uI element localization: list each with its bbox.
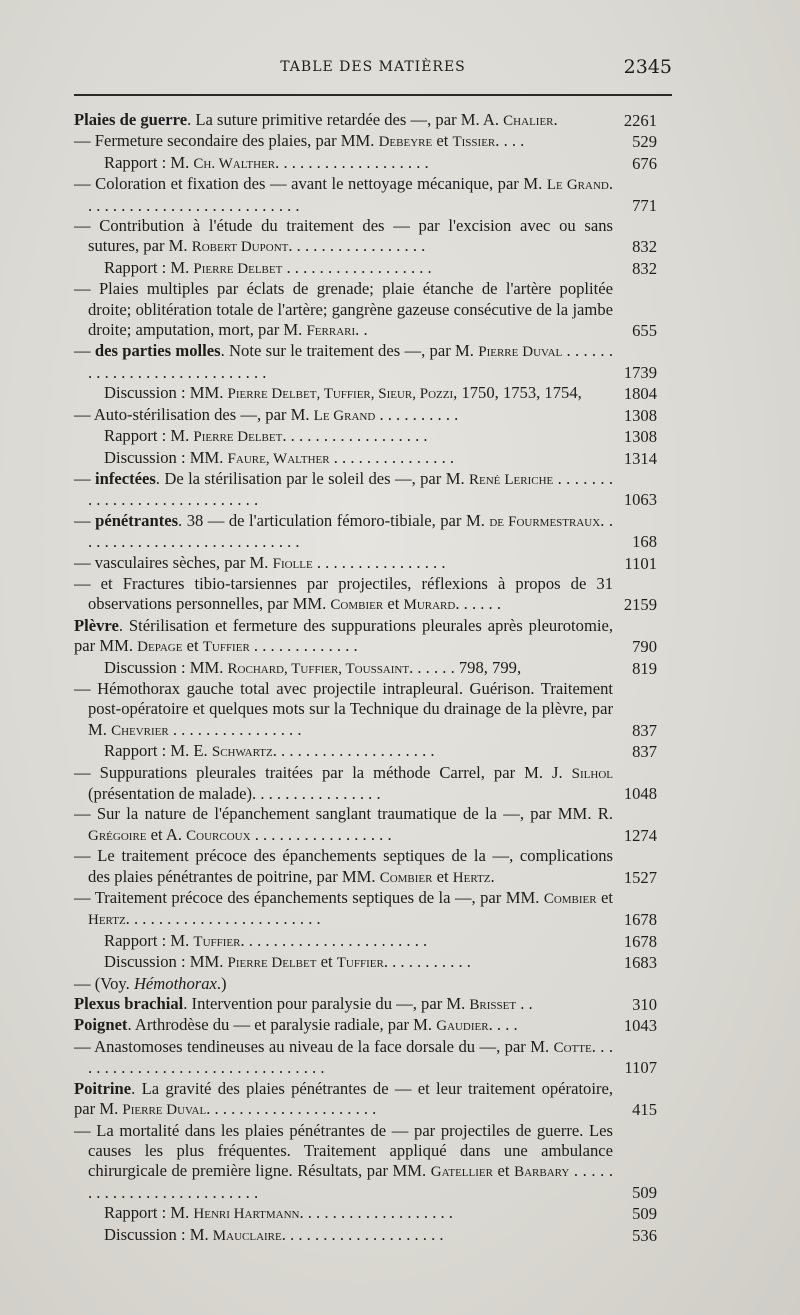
toc-entry-text: — Suppurations pleurales traitées par la méthode Carrel, par M. J. Silhol (présentation de malade). . . . . . . . . . . . . . . . <box>74 762 613 803</box>
toc-entry-page: 1043 <box>623 1016 657 1036</box>
toc-entry-page: 1678 <box>623 910 657 930</box>
header-rule <box>74 94 672 96</box>
toc-entry-page: 1308 <box>623 427 657 447</box>
toc-entry <box>74 405 657 426</box>
toc-entry-text: — et Fractures tibio-tarsiennes par projectiles, réflexions à propos de 31 observations personnelles, par MM. Combier et Murard. . . . . . <box>74 573 613 614</box>
toc-entry-page: 1107 <box>624 1058 657 1078</box>
toc-entry-page: 1063 <box>623 490 657 510</box>
toc-entry-text: Discussion : MM. Faure, Walther . . . . . . . . . . . . . . . <box>104 447 455 467</box>
toc-entry <box>74 110 657 131</box>
toc-entry-page: 2261 <box>623 111 657 130</box>
table-of-contents <box>74 110 657 1246</box>
toc-entry <box>74 888 657 931</box>
toc-entry-text: — vasculaires sèches, par M. Fiolle . . . . . . . . . . . . . . . . <box>74 552 446 572</box>
toc-entry <box>74 279 657 341</box>
toc-entry-text: — La mortalité dans les plaies pénétrantes de — par projectiles de guerre. Les causes les plus fréquentes. Traitement appliqué dans une ambulance chirurgicale de première ligne. Résultats, par MM. Gatellier et Barbary . . . . . . . . . . . . . . . . . . . . . . . . . . <box>74 1120 613 1202</box>
toc-entry-page: 837 <box>632 742 657 762</box>
toc-entry <box>74 131 657 152</box>
toc-entry <box>74 216 657 258</box>
toc-entry-text: — des parties molles. Note sur le traitement des —, par M. Pierre Duval . . . . . . . . . . . . . . . . . . . . . . . . . . . . <box>74 341 613 382</box>
toc-entry-page: 168 <box>632 532 657 552</box>
toc-entry-page: 819 <box>632 658 657 678</box>
toc-entry-text: Discussion : M. Mauclaire. . . . . . . . . . . . . . . . . . . . <box>104 1224 444 1244</box>
toc-entry-text: — Coloration et fixation des — avant le nettoyage mécanique, par M. Le Grand. . . . . . . . . . . . . . . . . . . . . . . . . . . <box>74 174 613 215</box>
toc-entry <box>74 553 657 574</box>
toc-entry-page: 509 <box>632 1204 657 1224</box>
toc-entry-text: — Traitement précoce des épanchements septiques de la —, par MM. Combier et Hertz. . . . . . . . . . . . . . . . . . . . . . . . <box>74 888 614 929</box>
toc-entry <box>74 258 657 279</box>
toc-entry <box>74 658 657 679</box>
toc-entry-page: 1678 <box>623 931 657 951</box>
toc-entry <box>74 341 657 383</box>
toc-entry <box>74 1203 657 1224</box>
toc-entry <box>74 974 657 994</box>
toc-entry <box>74 1121 657 1204</box>
toc-entry-page: 536 <box>632 1225 657 1245</box>
toc-entry <box>74 952 657 973</box>
toc-entry <box>74 1079 657 1121</box>
toc-entry-page: 2159 <box>623 595 657 615</box>
toc-entry-text: — Hémothorax gauche total avec projectile intrapleural. Guérison. Traitement post-opératoire et quelques mots sur la Technique du drainage de la plèvre, par M. Chevrier . . . . . . . . . . . . . . . . <box>74 678 613 739</box>
toc-entry-text: — infectées. De la stérilisation par le soleil des —, par M. René Leriche . . . . . . . . . . . . . . . . . . . . . . . . . . . . <box>74 468 613 510</box>
toc-entry <box>74 511 657 553</box>
toc-entry-text: — pénétrantes. 38 — de l'articulation fémoro-tibiale, par M. de Fourmestraux. . . . . . . . . . . . . . . . . . . . . . . . . . . . <box>74 510 613 552</box>
toc-entry-text: — Sur la nature de l'épanchement sanglant traumatique de la —, par MM. R. Grégoire et A. Courcoux . . . . . . . . . . . . . . . . . <box>74 804 613 844</box>
toc-entry-text: Rapport : M. Ch. Walther. . . . . . . . . . . . . . . . . . . <box>104 152 429 172</box>
toc-entry-text: Poitrine. La gravité des plaies pénétrantes de — et leur traitement opératoire, par M. Pierre Duval. . . . . . . . . . . . . . . . . . . . . <box>74 1078 613 1119</box>
toc-entry-page: 676 <box>632 153 657 173</box>
toc-entry-page: 529 <box>632 132 657 152</box>
toc-entry-page: 771 <box>632 195 657 215</box>
toc-entry-page: 832 <box>632 258 657 278</box>
toc-entry <box>74 153 657 174</box>
toc-entry <box>74 741 657 762</box>
toc-entry <box>74 383 657 404</box>
toc-entry-text: Plexus brachial. Intervention pour paralysie du —, par M. Brisset . . <box>74 994 533 1014</box>
toc-entry-text: Rapport : M. Henri Hartmann. . . . . . . . . . . . . . . . . . . <box>104 1203 453 1223</box>
toc-entry-page: 415 <box>632 1100 657 1120</box>
toc-entry-text: — Contribution à l'étude du traitement des — par l'excision avec ou sans sutures, par M. Robert Dupont. . . . . . . . . . . . . . . . . <box>74 216 613 256</box>
toc-entry <box>74 426 657 447</box>
toc-entry-text: Rapport : M. Pierre Delbet. . . . . . . . . . . . . . . . . . <box>104 426 428 446</box>
toc-entry-page: 1101 <box>624 553 657 573</box>
toc-entry-text: Discussion : MM. Pierre Delbet et Tuffier. . . . . . . . . . . <box>104 952 471 972</box>
toc-entry <box>74 469 657 511</box>
toc-entry-page: 509 <box>632 1182 657 1202</box>
toc-entry-page: 1804 <box>623 384 657 404</box>
toc-entry-page: 655 <box>632 321 657 341</box>
toc-entry-page: 837 <box>632 720 657 740</box>
toc-entry <box>74 679 657 741</box>
toc-entry-page: 1683 <box>623 953 657 973</box>
toc-entry <box>74 616 657 658</box>
toc-entry-page: 790 <box>632 637 657 657</box>
toc-entry-text: — (Voy. Hémothorax.) <box>74 973 227 993</box>
toc-entry <box>74 1225 657 1246</box>
toc-entry-page: 1739 <box>623 362 657 382</box>
toc-entry <box>74 846 657 888</box>
toc-entry-page: 1527 <box>623 867 657 887</box>
toc-entry <box>74 174 657 216</box>
toc-entry-page: 310 <box>632 995 657 1015</box>
toc-entry-text: Rapport : M. Tuffier. . . . . . . . . . . . . . . . . . . . . . . <box>104 930 428 950</box>
toc-entry-text: — Plaies multiples par éclats de grenade; plaie étanche de l'artère poplitée droite; oblitération totale de l'artère; gangrène gazeuse consécutive de la jambe droite; amputation, mort, par M. Ferrari. . <box>74 279 613 340</box>
toc-entry-page: 1308 <box>623 405 657 425</box>
toc-entry-page: 832 <box>632 237 657 257</box>
toc-entry <box>74 994 657 1015</box>
toc-entry <box>74 1037 657 1079</box>
toc-entry-text: Rapport : M. Pierre Delbet . . . . . . . . . . . . . . . . . . <box>104 257 432 277</box>
header-title: TABLE DES MATIÈRES <box>280 59 466 75</box>
running-header <box>74 56 672 80</box>
toc-entry <box>74 574 657 616</box>
toc-entry <box>74 804 657 846</box>
toc-entry-page: 1314 <box>623 448 657 468</box>
toc-entry <box>74 448 657 469</box>
toc-entry <box>74 931 657 952</box>
toc-entry-text: — Auto-stérilisation des —, par M. Le Grand . . . . . . . . . . <box>74 404 459 424</box>
toc-entry-text: — Fermeture secondaire des plaies, par MM. Debeyre et Tissier. . . . <box>74 131 525 151</box>
toc-entry-text: Rapport : M. E. Schwartz. . . . . . . . . . . . . . . . . . . . <box>104 741 435 761</box>
toc-entry-text: — Le traitement précoce des épanchements septiques de la —, complications des plaies pénétrantes de poitrine, par MM. Combier et Hertz. <box>74 846 613 886</box>
toc-entry <box>74 763 657 805</box>
toc-entry-text: Poignet. Arthrodèse du — et paralysie radiale, par M. Gaudier. . . . <box>74 1015 518 1035</box>
toc-entry-text: Plèvre. Stérilisation et fermeture des suppurations pleurales après pleurotomie, par MM. Depage et Tuffier . . . . . . . . . . . . . <box>74 615 613 656</box>
toc-entry-text: Discussion : MM. Pierre Delbet, Tuffier, Sieur, Pozzi, 1750, 1753, 1754, <box>104 383 582 403</box>
toc-entry-page: 1274 <box>623 825 657 845</box>
page-number: 2345 <box>623 56 672 78</box>
toc-entry-text: — Anastomoses tendineuses au niveau de la face dorsale du —, par M. Cotte. . . . . . . . . . . . . . . . . . . . . . . . . . . . . . . . <box>74 1036 613 1078</box>
toc-entry <box>74 1015 657 1036</box>
toc-entry-text: Plaies de guerre. La suture primitive retardée des —, par M. A. Chalier. <box>74 110 558 129</box>
toc-entry-text: Discussion : MM. Rochard, Tuffier, Toussaint. . . . . . 798, 799, <box>104 657 522 677</box>
toc-entry-page: 1048 <box>623 784 657 803</box>
